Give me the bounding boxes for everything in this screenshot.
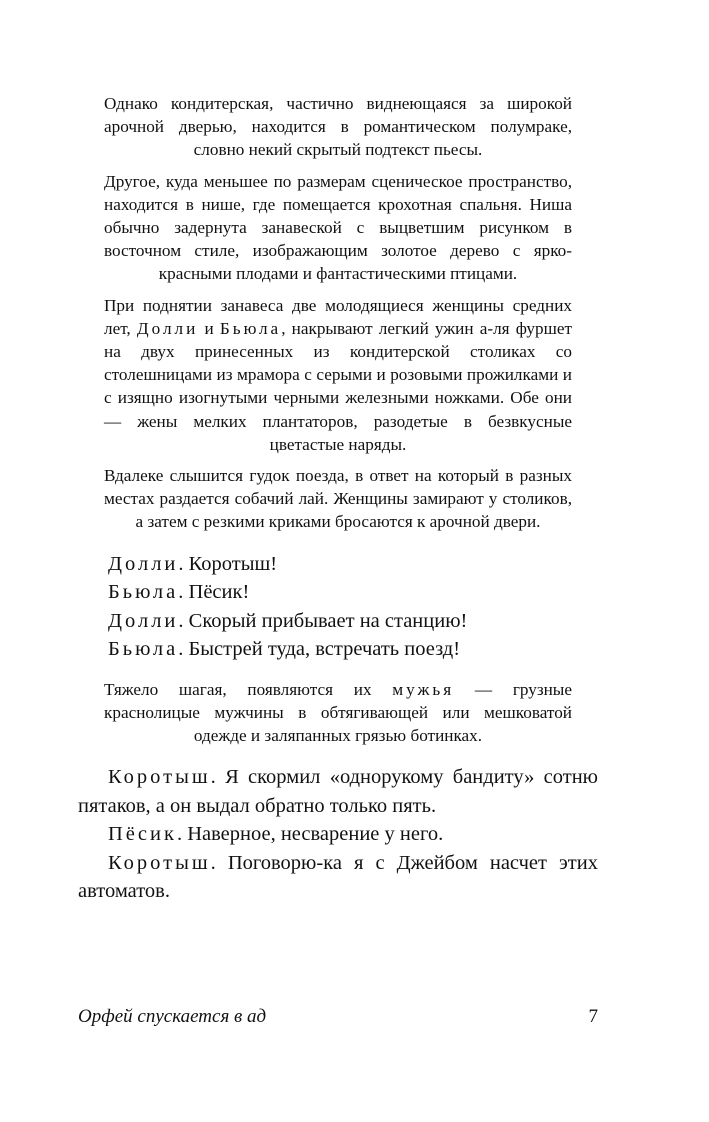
stage-direction-3 bbox=[104, 294, 572, 456]
dialogue-line bbox=[108, 635, 598, 664]
speaker-name: Бьюла bbox=[108, 581, 179, 604]
direction-text: и bbox=[198, 318, 220, 338]
speaker-name: Долли bbox=[108, 552, 179, 575]
speaker-name: Коротыш bbox=[108, 766, 211, 789]
line-text: . Я скормил «однорукому бандиту» сотню пятаков, а он выдал обратно только пять. bbox=[78, 766, 598, 817]
dialogue-line bbox=[78, 849, 598, 906]
dialogue-line bbox=[108, 550, 598, 579]
line-text: . Скорый прибывает на станцию! bbox=[178, 609, 468, 632]
dialogue-line bbox=[78, 763, 598, 820]
character-name-beula: Бьюла bbox=[219, 318, 282, 338]
line-text: . Коротыш! bbox=[178, 552, 278, 575]
stage-direction-2: Другое, куда меньшее по размерам сценическое пространство, находится в нише, где помещается крохотная спальня. Ниша обычно задернута занавеской с выцветшим рисунком в восточном стиле, изображающим золотое дерево с ярко-красными плодами и фантастическими птицами. bbox=[104, 171, 572, 284]
stage-direction-4: Вдалеке слышится гудок поезда, в ответ на который в разных местах раздается собачий лай. Женщины замирают у столиков, а затем с резкими криками бросаются к арочной двери. bbox=[104, 466, 572, 532]
speaker-name: Бьюла bbox=[108, 638, 179, 661]
line-text: . Наверное, несварение у него. bbox=[176, 823, 444, 846]
direction-text: Тяжело шагая, появляются их bbox=[104, 679, 393, 699]
speaker-name: Долли bbox=[108, 609, 179, 632]
direction-text: , накрывают легкий ужин а-ля фуршет на двух принесенных из кондитерской столиках со столешницами из мрамора с серыми и розовыми прожилками и с изящно изогнутыми черными железными ножками. Обе они — жены мелких плантаторов, разодетые в безвкусные цветастые наряды. bbox=[104, 318, 572, 454]
speaker-name: Коротыш bbox=[108, 851, 211, 874]
page-body bbox=[78, 92, 598, 906]
dialogue-line bbox=[108, 578, 598, 607]
character-name-dolly: Долли bbox=[136, 318, 199, 338]
direction-text: — грузные краснолицые мужчины в обтягивающей или мешковатой одежде и заляпанных грязью ботинках. bbox=[104, 679, 572, 746]
running-title: Орфей спускается в ад bbox=[78, 1006, 267, 1027]
dialogue-line bbox=[78, 820, 598, 849]
stage-direction-5 bbox=[104, 678, 572, 748]
speaker-name: Пёсик bbox=[108, 823, 177, 846]
page-number: 7 bbox=[588, 1006, 598, 1027]
line-text: . Быстрей туда, встречать поезд! bbox=[178, 638, 461, 661]
line-text: . Поговорю-ка я с Джейбом насчет этих автоматов. bbox=[78, 851, 598, 903]
character-group-husbands: мужья bbox=[392, 679, 455, 699]
direction-text: При поднятии занавеса две молодящиеся женщины средних лет, bbox=[104, 295, 572, 338]
dialogue-line bbox=[108, 607, 598, 636]
main-dialogue bbox=[78, 763, 598, 906]
page-footer bbox=[78, 1006, 598, 1036]
short-dialogue bbox=[78, 550, 598, 664]
stage-direction-1: Однако кондитерская, частично виднеющаяся за широкой арочной дверью, находится в романтическом полумраке, словно некий скрытый подтекст пьесы. bbox=[104, 94, 572, 160]
line-text: . Пёсик! bbox=[178, 581, 250, 604]
